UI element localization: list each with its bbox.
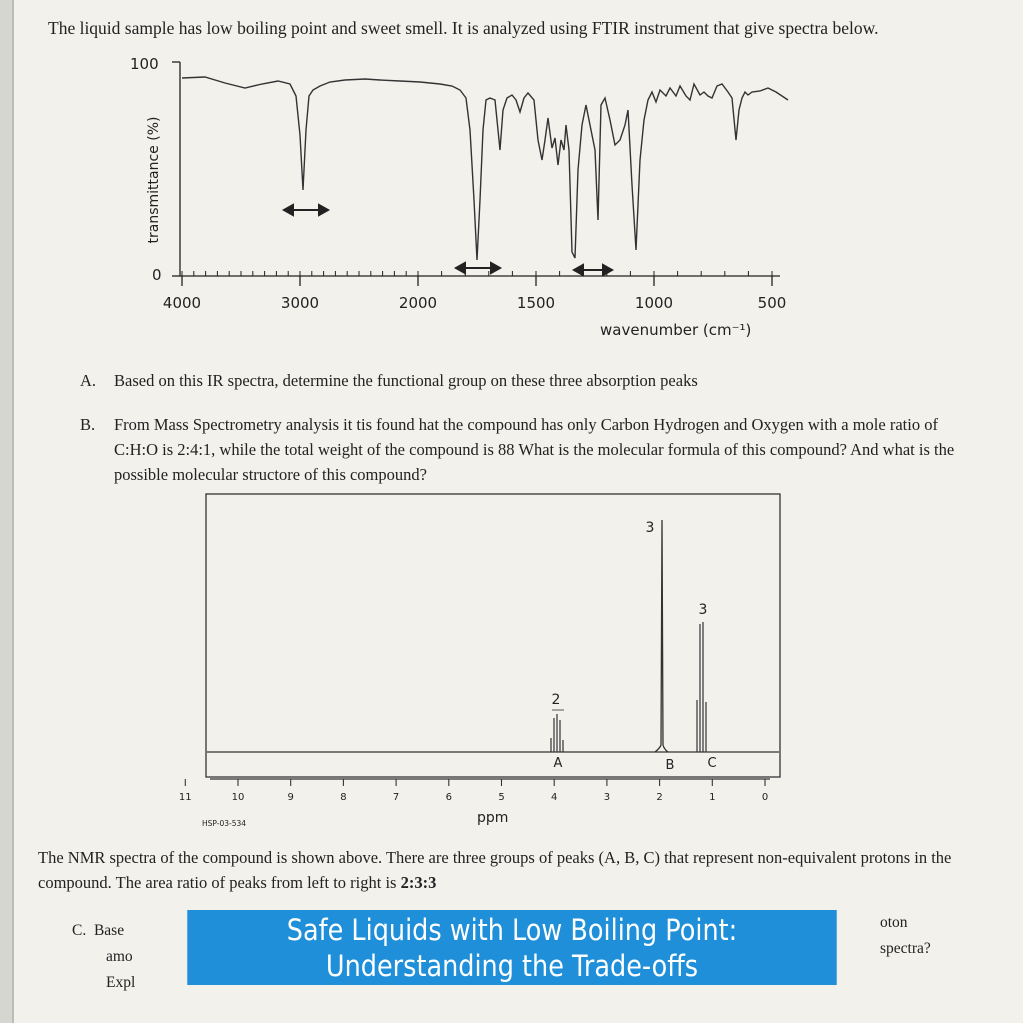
ir-ytick-100: 100	[130, 55, 159, 73]
nmr-xtick-label-7: 7	[392, 792, 400, 803]
nmr-xtick-label-11: 11	[178, 792, 192, 803]
nmr-integration-b: 3	[645, 520, 655, 536]
nmr-xtick-label-3: 3	[603, 792, 611, 803]
question-a-text: Based on this IR spectra, determine the functional group on these three absorption peaks	[114, 371, 698, 390]
ir-xtick-label-1500: 1500	[516, 294, 556, 312]
nmr-xtick-label-0: 0	[761, 792, 769, 803]
nmr-label-a: A	[553, 756, 563, 771]
ir-xtick-label-4000: 4000	[162, 294, 202, 312]
ir-xtick-label-1000: 1000	[634, 294, 674, 312]
nmr-integration-a: 2	[551, 692, 561, 708]
nmr-frame	[206, 494, 780, 777]
nmr-xtick-label-8: 8	[340, 792, 347, 803]
nmr-x-ticks	[179, 779, 768, 803]
ir-ytick-0: 0	[152, 266, 162, 284]
nmr-xtick-label-6: 6	[445, 792, 452, 803]
question-b-letter: B.	[80, 415, 96, 434]
nmr-label-b: B	[665, 758, 675, 773]
nmr-peak-c-signal	[697, 622, 706, 752]
nmr-peak-b-signal	[655, 520, 668, 752]
question-c-line2: amo	[106, 948, 133, 965]
nmr-xtick-label-10: 10	[231, 792, 245, 803]
right-fragment-line2: spectra?	[880, 940, 931, 957]
nmr-xtick-label-1: 1	[709, 792, 716, 803]
nmr-xtick-label-5: 5	[498, 792, 505, 803]
nmr-integration-c: 3	[698, 602, 708, 618]
question-c-line3: Expl	[106, 974, 136, 991]
ir-xtick-label-2000: 2000	[398, 294, 438, 312]
question-c-right-fragment	[880, 910, 931, 962]
ir-xtick-label-500: 500	[757, 294, 787, 312]
nmr-peak-a-signal	[551, 710, 564, 752]
nmr-xtick-label-4: 4	[551, 792, 558, 803]
nmr-xtick-label-2: 2	[656, 792, 663, 803]
question-b-text: From Mass Spectrometry analysis it tis found hat the compound has only Carbon Hydrogen and Oxygen with a mole ratio of C:H:O is 2:4:1, while the total weight of the compound is 88 What is the molecular formula of this compound? And what is the possible molecular structore of this compound?	[114, 415, 955, 484]
question-c	[72, 918, 135, 996]
nmr-caption	[38, 845, 968, 895]
nmr-xtick-label-9: 9	[287, 792, 294, 803]
ir-xtick-label-3000: 3000	[280, 294, 320, 312]
banner-line1: Safe Liquids with Low Boiling Point:	[286, 912, 738, 947]
ir-xlabel: wavenumber (cm⁻¹)	[600, 321, 752, 339]
nmr-area-ratio: 2:3:3	[400, 873, 437, 892]
nmr-caption-text: The NMR spectra of the compound is shown above. There are three groups of peaks (A, B, C) that represent non-equivalent protons in the compound. The area ratio of peaks from left to right is	[38, 848, 952, 892]
right-fragment-line1: oton	[880, 914, 908, 931]
question-c-line1: Base	[93, 922, 125, 939]
question-a-letter: A.	[80, 371, 97, 390]
nmr-code: HSP-03-534	[202, 819, 247, 828]
nmr-xlabel: ppm	[477, 810, 509, 826]
nmr-label-c: C	[707, 756, 717, 771]
intro-text: The liquid sample has low boiling point and sweet smell. It is analyzed using FTIR instrument that give spectra below.	[48, 18, 879, 38]
title-banner	[187, 910, 836, 985]
ir-ylabel: transmittance (%)	[146, 116, 162, 244]
banner-line2: Understanding the Trade-offs	[325, 948, 699, 983]
question-c-letter: C.	[72, 922, 87, 939]
